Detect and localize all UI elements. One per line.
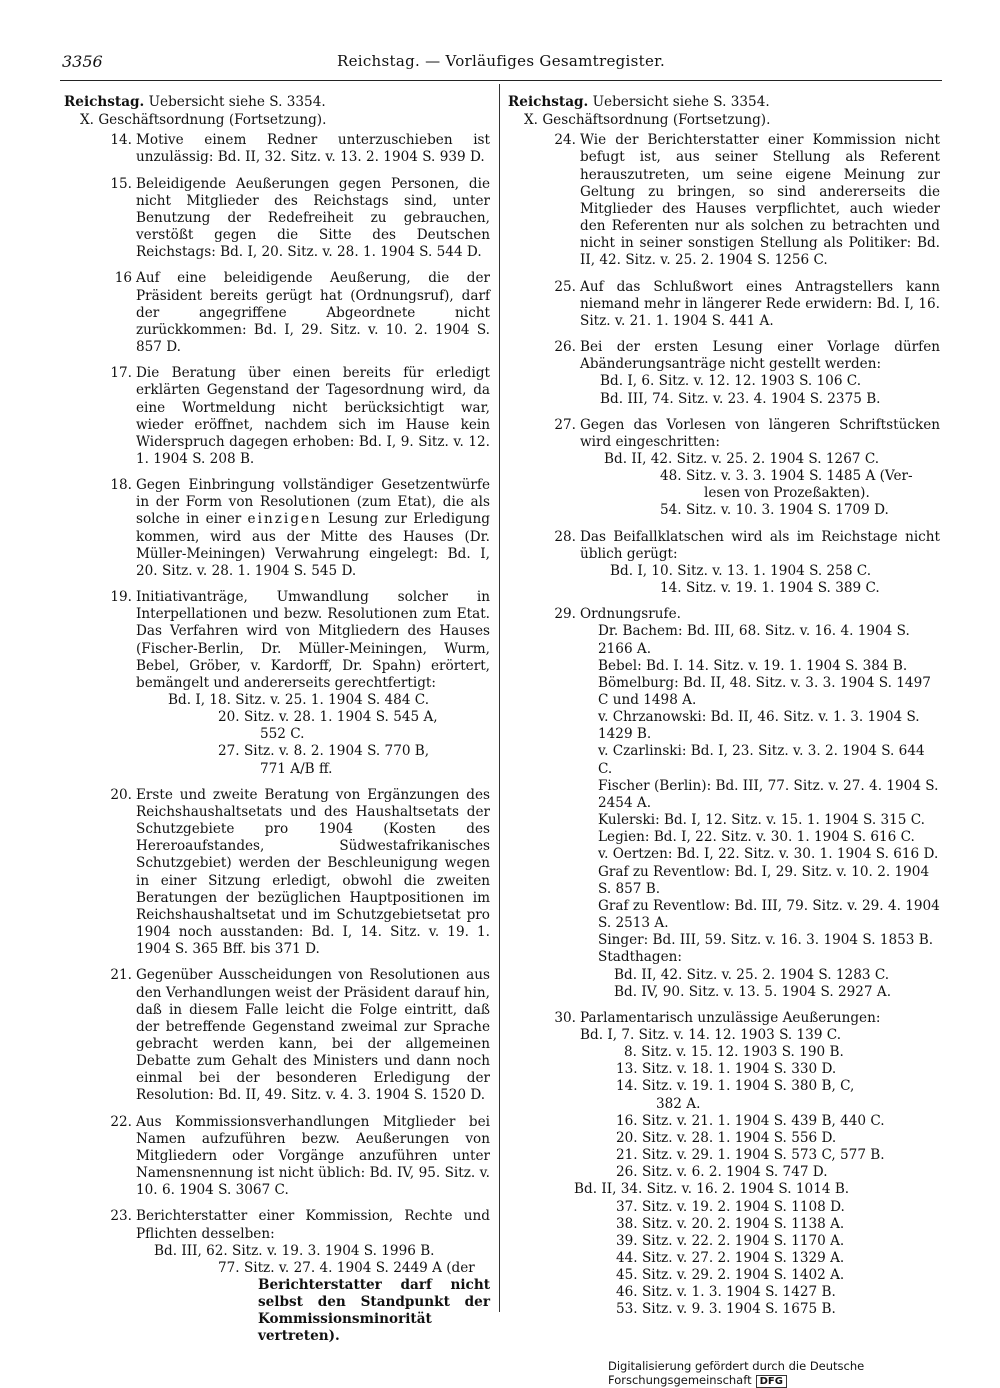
entry-text-a: Gegen Einbringung vollständiger Gesetzentwürfe in der Form von Resolutionen (zum Etat), die als solche in einer: [136, 477, 490, 528]
ref-line: Bd. I, 18. Sitz. v. 25. 1. 1904 S. 484 C.: [168, 692, 430, 708]
entry-number: 27.: [554, 416, 576, 433]
entry-14: [64, 132, 490, 166]
ref-line: Bömelburg: Bd. II, 48. Sitz. v. 3. 3. 1904 S. 1497 C und 1498 A.: [598, 674, 931, 708]
running-title: Reichstag. — Vorläufiges Gesamtregister.: [336, 52, 666, 70]
entry-text: Berichterstatter einer Kommission, Rechte und Pflichten desselben:: [136, 1208, 490, 1242]
ref-line: 38. Sitz. v. 20. 2. 1904 S. 1138 A.: [616, 1215, 845, 1232]
ref-line: Bd. II, 34. Sitz. v. 16. 2. 1904 S. 1014 B.: [574, 1181, 850, 1198]
entry-text: Erste und zweite Beratung von Ergänzungen des Reichshaushaltsetats und des Haushaltsetats der Schutzgebiete pro 1904 (Kosten des Hereroaufstandes, Südwestafrikanisches Schutzgebiet) werden der Beschleunigung wegen in einer Sitzung erledigt, obwohl die zweiten Beratungen der bezüglichen Hauptpositionen im Reichshaushaltsetat und im Schutzgebietsetat pro 1904 noch ausstanden: Bd. I, 14. Sitz. v. 19. 1. 1904 S. 365 Bff. bis 371 D.: [136, 786, 490, 958]
entry-19: [64, 589, 490, 778]
page-number: 3356: [62, 52, 103, 71]
ref-line: Singer: Bd. III, 59. Sitz. v. 16. 3. 1904 S. 1853 B.: [598, 932, 934, 949]
ref-line: Bd. I, 10. Sitz. v. 13. 1. 1904 S. 258 C.: [610, 562, 872, 579]
footer-credit: [608, 1359, 988, 1388]
entry-number: 29.: [554, 606, 576, 623]
ref-line: Bd. IV, 90. Sitz. v. 13. 5. 1904 S. 2927 A.: [614, 983, 892, 1000]
entry-24: [508, 132, 940, 269]
ref-line: Fischer (Berlin): Bd. III, 77. Sitz. v. 27. 4. 1904 S. 2454 A.: [598, 777, 939, 811]
ref-line: Graf zu Reventlow: Bd. III, 79. Sitz. v. 29. 4. 1904 S. 2513 A.: [598, 897, 940, 932]
heading-rest: Uebersicht siehe S. 3354.: [144, 94, 326, 110]
ref-line: 27. Sitz. v. 8. 2. 1904 S. 770 B,: [218, 743, 430, 760]
heading-bold: Reichstag.: [64, 94, 145, 110]
ref-line: 26. Sitz. v. 6. 2. 1904 S. 747 D.: [616, 1164, 828, 1181]
ref-line: 16. Sitz. v. 21. 1. 1904 S. 439 B, 440 C.: [616, 1112, 885, 1129]
entry-number: 26.: [554, 339, 576, 356]
entry-30: [508, 1010, 940, 1319]
entry-text: Aus Kommissionsverhandlungen Mitglieder bei Namen aufzuführen bezw. Aeußerungen von Mitgliedern oder Vorgänge anzuführen unter Namensnennung ist nicht üblich: Bd. IV, 95. Sitz. v. 10. 6. 1904 S. 3067 C.: [136, 1113, 490, 1199]
entry-number: 19.: [110, 589, 132, 606]
entry-number: 22.: [110, 1113, 132, 1130]
ref-line: 48. Sitz. v. 3. 3. 1904 S. 1485 A (Ver-: [660, 468, 913, 485]
entry-text: Bei der ersten Lesung einer Vorlage dürfen Abänderungsanträge nicht gestellt werden:: [580, 339, 940, 373]
ref-line: v. Oertzen: Bd. I, 22. Sitz. v. 30. 1. 1904 S. 616 D.: [598, 846, 939, 863]
entry-16: [64, 270, 490, 356]
ref-line: 8. Sitz. v. 15. 12. 1903 S. 190 B.: [624, 1044, 844, 1061]
ref-line: 46. Sitz. v. 1. 3. 1904 S. 1427 B.: [616, 1284, 836, 1301]
entry-18: [64, 477, 490, 580]
header-rule: [60, 80, 942, 81]
ref-line: Bd. II, 42. Sitz. v. 25. 2. 1904 S. 1267 C.: [604, 450, 880, 467]
entry-number: 21.: [110, 967, 132, 984]
left-heading: [64, 94, 490, 111]
ref-line: Bebel: Bd. I. 14. Sitz. v. 19. 1. 1904 S. 384 B.: [598, 657, 908, 674]
ref-line: 771 A/B ff.: [260, 760, 333, 777]
ref-line: 77. Sitz. v. 27. 4. 1904 S. 2449 A (der: [218, 1259, 475, 1276]
ref-line: Bd. I, 6. Sitz. v. 12. 12. 1903 S. 106 C.: [600, 373, 862, 390]
ref-line: 20. Sitz. v. 28. 1. 1904 S. 556 D.: [616, 1129, 837, 1146]
entry-21: [64, 967, 490, 1104]
ref-line: v. Czarlinski: Bd. I, 23. Sitz. v. 3. 2. 1904 S. 644 C.: [598, 743, 925, 777]
right-section-title: X. Geschäftsordnung (Fortsetzung).: [524, 112, 771, 129]
ref-line: 37. Sitz. v. 19. 2. 1904 S. 1108 D.: [616, 1198, 845, 1215]
ref-line: lesen von Prozeßakten).: [704, 485, 870, 502]
ref-line: Kulerski: Bd. I, 12. Sitz. v. 15. 1. 1904 S. 315 C.: [598, 812, 926, 829]
ref-line: 14. Sitz. v. 19. 1. 1904 S. 380 B, C,: [616, 1078, 855, 1095]
entry-number: 30.: [554, 1009, 576, 1026]
entry-15: [64, 176, 490, 262]
entry-27: [508, 417, 940, 520]
heading-rest: Uebersicht siehe S. 3354.: [588, 94, 770, 110]
ref-line: Bd. III, 74. Sitz. v. 23. 4. 1904 S. 2375 B.: [600, 390, 881, 407]
entry-23: [64, 1208, 490, 1345]
left-column: [64, 94, 490, 1351]
entry-number: 16: [114, 270, 132, 287]
entry-number: 18.: [110, 477, 132, 494]
ref-line: 44. Sitz. v. 27. 2. 1904 S. 1329 A.: [616, 1250, 845, 1266]
ref-line: 53. Sitz. v. 9. 3. 1904 S. 1675 B.: [616, 1301, 836, 1318]
entry-text: Initiativanträge, Umwandlung solcher in Interpellationen und bezw. Resolutionen zum Etat. Das Verfahren wird von Mitgliedern des Hauses (Fischer-Berlin, Dr. Müller-Meiningen, Wurm, Bebel, Gröber, v. Kardorff, Dr. Spahn) erörtert, bemängelt und andererseits gerechtfertigt:: [136, 589, 490, 691]
entry-22: [64, 1114, 490, 1200]
ref-line: Bd. I, 7. Sitz. v. 14. 12. 1903 S. 139 C.: [580, 1026, 842, 1043]
ref-line: 39. Sitz. v. 22. 2. 1904 S. 1170 A.: [616, 1232, 845, 1249]
ref-line: 54. Sitz. v. 10. 3. 1904 S. 1709 D.: [660, 502, 889, 519]
ref-line: Stadthagen:: [598, 949, 682, 966]
column-divider: [499, 84, 500, 1312]
page-header: [60, 52, 942, 76]
entry-text: Das Beifallklatschen wird als im Reichstage nicht üblich gerügt:: [580, 528, 940, 562]
entry-25: [508, 279, 940, 330]
entry-number: 23.: [110, 1208, 132, 1225]
dfg-logo: DFG: [756, 1375, 787, 1388]
entry-text: Motive einem Redner unterzuschieben ist unzulässig: Bd. II, 32. Sitz. v. 13. 2. 1904 S. 939 D.: [136, 132, 490, 166]
entry-number: 28.: [554, 528, 576, 545]
entry-number: 15.: [110, 175, 132, 192]
ref-line: 21. Sitz. v. 29. 1. 1904 S. 573 C, 577 B.: [616, 1147, 885, 1164]
ref-line: 14. Sitz. v. 19. 1. 1904 S. 389 C.: [660, 580, 880, 597]
bold-note: Berichterstatter darf nicht selbst den Standpunkt der Kommissionsminorität vertreten).: [258, 1277, 490, 1345]
entry-text: Beleidigende Aeußerungen gegen Personen, die nicht Mitglieder des Reichstags sind, unter Benutzung der Redefreiheit zu gebrauchen, verstößt gegen die Sitte des Deutschen Reichstags: Bd. I, 20. Sitz. v. 28. 1. 1904 S. 544 D.: [136, 175, 490, 261]
ref-line: Bd. III, 62. Sitz. v. 19. 3. 1904 S. 1996 B.: [154, 1242, 435, 1259]
entry-number: 14.: [110, 132, 132, 149]
ref-line: 13. Sitz. v. 18. 1. 1904 S. 330 D.: [616, 1061, 837, 1078]
entry-28: [508, 529, 940, 598]
entry-number: 20.: [110, 786, 132, 803]
ref-line: 20. Sitz. v. 28. 1. 1904 S. 545 A,: [218, 709, 438, 726]
ref-line: v. Chrzanowski: Bd. II, 46. Sitz. v. 1. 3. 1904 S. 1429 B.: [598, 709, 920, 743]
ref-line: 45. Sitz. v. 29. 2. 1904 S. 1402 A.: [616, 1267, 845, 1284]
entry-29: [508, 606, 940, 1001]
ref-line: Dr. Bachem: Bd. III, 68. Sitz. v. 16. 4. 1904 S. 2166 A.: [598, 623, 910, 657]
ref-line: Graf zu Reventlow: Bd. I, 29. Sitz. v. 10. 2. 1904 S. 857 B.: [598, 863, 930, 897]
entry-text: Die Beratung über einen bereits für erledigt erklärten Gegenstand der Tagesordnung wird, da eine Wortmeldung nicht berücksichtigt war, wieder eröffnet, nachdem sich im Hause kein Widerspruch dagegen erhoben: Bd. I, 9. Sitz. v. 12. 1. 1904 S. 208 B.: [136, 365, 490, 467]
ref-line: 382 A.: [656, 1095, 701, 1112]
entry-text-b: Lesung zur Erledigung kommen, wird aus der Mitte des Hauses (Dr. Müller-Meiningen) Verwahrung eingelegt: Bd. I, 20. Sitz. v. 28. 1. 1904 S. 545 D.: [136, 511, 490, 579]
ref-line: Bd. II, 42. Sitz. v. 25. 2. 1904 S. 1283 C.: [614, 966, 890, 983]
entry-text: Auf das Schlußwort eines Antragstellers kann niemand mehr in längerer Rede erwidern: Bd. I, 16. Sitz. v. 21. 1. 1904 S. 441 A.: [580, 278, 940, 329]
entry-17: [64, 365, 490, 468]
entry-text: Ordnungsrufe.: [580, 606, 681, 623]
ref-line: 552 C.: [260, 726, 305, 743]
entry-text: Gegenüber Ausscheidungen von Resolutionen aus den Verhandlungen weist der Präsident darauf hin, daß in diesem Falle leicht die Folge eintritt, daß der betreffende Gegenstand zweimal zur Sprache gebracht werden kann, bei der allgemeinen Debatte zum Gehalt des Ministers und dann noch einmal bei der besonderen Erledigung der Resolution: Bd. II, 49. Sitz. v. 4. 3. 1904 S. 1520 D.: [136, 967, 490, 1104]
entry-text: Gegen das Vorlesen von längeren Schriftstücken wird eingeschritten:: [580, 416, 940, 450]
ref-line: Legien: Bd. I, 22. Sitz. v. 30. 1. 1904 S. 616 C.: [598, 829, 915, 846]
entry-20: [64, 787, 490, 959]
heading-bold: Reichstag.: [508, 94, 589, 110]
right-heading: [508, 94, 940, 111]
entry-text: Parlamentarisch unzulässige Aeußerungen:: [580, 1009, 881, 1026]
entry-text: Auf eine beleidigende Aeußerung, die der Präsident bereits gerügt hat (Ordnungsruf), darf der angegriffene Abgeordnete nicht zurückkommen: Bd. I, 29. Sitz. v. 10. 2. 1904 S. 857 D.: [136, 270, 490, 356]
footer-text: Digitalisierung gefördert durch die Deutsche Forschungsgemeinschaft: [608, 1359, 865, 1387]
right-column: [508, 94, 940, 1324]
entry-number: 17.: [110, 365, 132, 382]
entry-text-spaced: einzigen: [247, 511, 322, 528]
entry-text: Wie der Berichterstatter einer Kommission nicht befugt ist, aus seiner Stellung als Referent herauszutreten, um seine eigene Meinung zur Geltung zu bringen, so sind andererseits die Mitglieder des Hauses verpflichtet, auch wieder den Referenten nur als solchen zu betrachten und nicht in seiner sonstigen Stellung als Politiker: Bd. II, 42. Sitz. v. 25. 2. 1904 S. 1256 C.: [580, 132, 940, 269]
entry-number: 25.: [554, 278, 576, 295]
entry-26: [508, 339, 940, 408]
entry-number: 24.: [554, 132, 576, 149]
left-section-title: X. Geschäftsordnung (Fortsetzung).: [80, 112, 327, 129]
